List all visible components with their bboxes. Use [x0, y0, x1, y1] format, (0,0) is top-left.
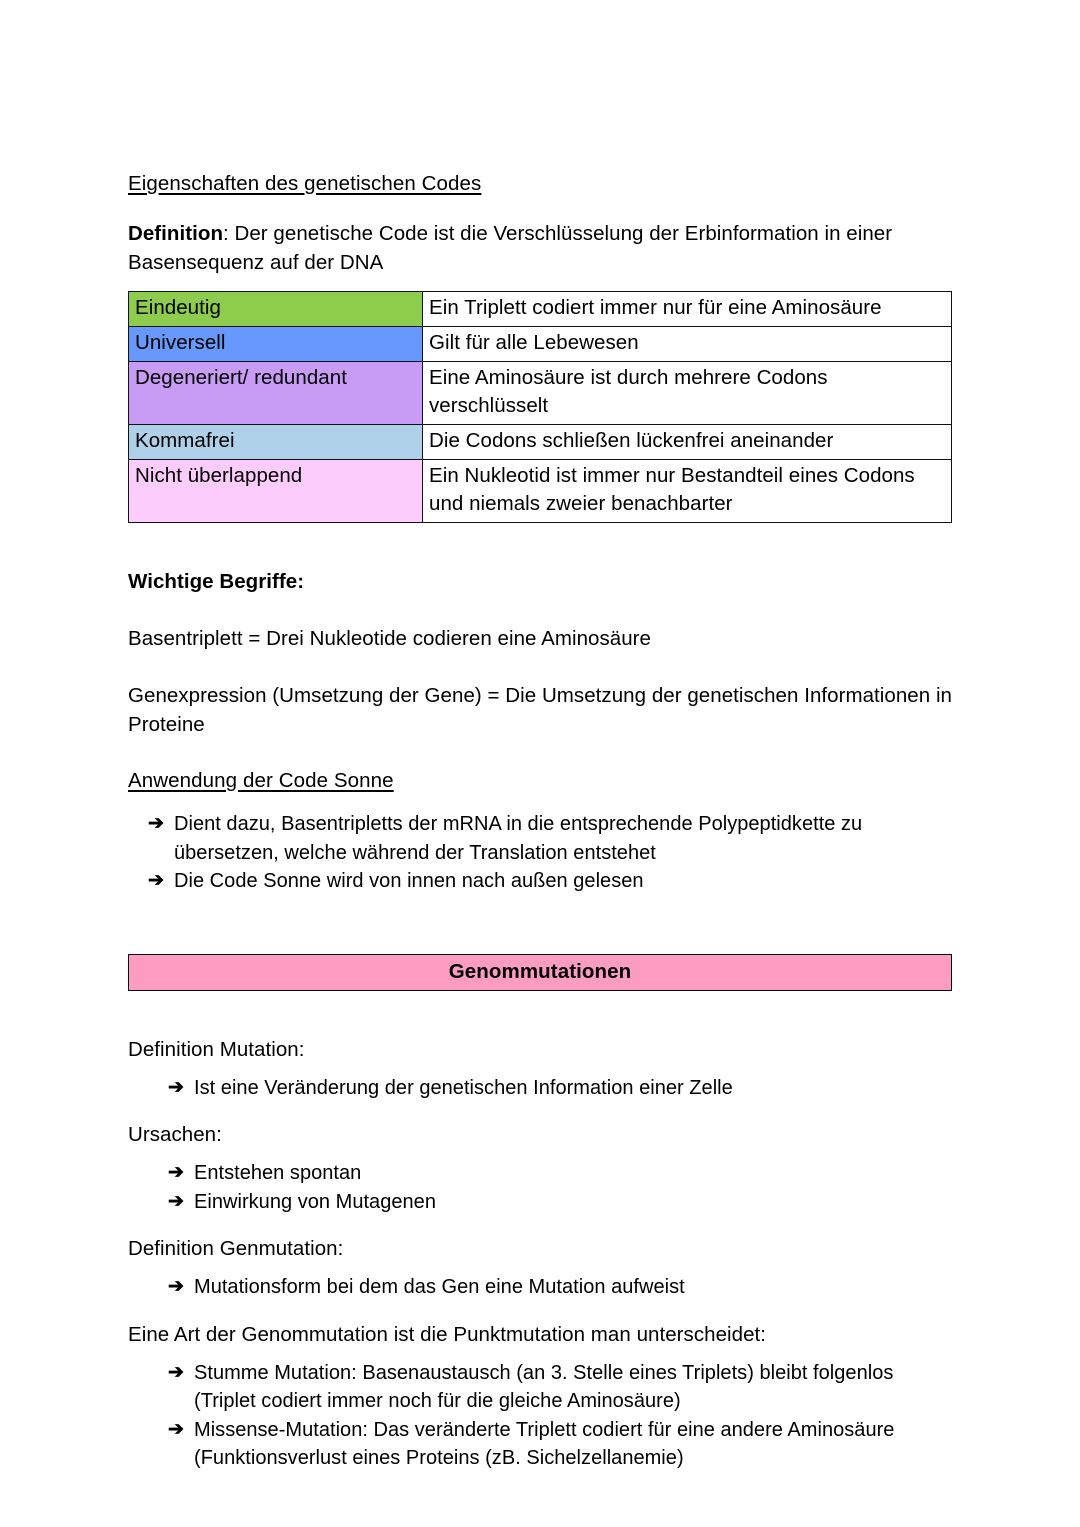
list-item: [128, 1273, 952, 1302]
anwendung-list: [128, 810, 952, 896]
arrow-right-icon: ➔: [148, 813, 164, 834]
code-properties-table: [128, 291, 952, 523]
table-cell-desc: Die Codons schließen lückenfrei aneinander: [423, 425, 952, 460]
document-content: [128, 170, 952, 1473]
spacer: [128, 667, 952, 681]
list-item: [128, 1416, 952, 1473]
spacer: [128, 896, 952, 954]
list-item-label: Dient dazu, Basentripletts der mRNA in die entsprechende Polypeptidkette zu übersetzen, welche während der Translation entstehet: [174, 813, 863, 864]
table-cell-desc: Ein Nukleotid ist immer nur Bestandteil eines Codons und niemals zweier benachbarter: [423, 460, 952, 523]
list-item-label: Einwirkung von Mutagenen: [194, 1190, 436, 1213]
arrow-right-icon: ➔: [168, 1162, 184, 1183]
list-item: [128, 1159, 952, 1188]
table-cell-desc: Eine Aminosäure ist durch mehrere Codons verschlüsselt: [423, 362, 952, 425]
list-item: [128, 867, 952, 896]
table-row: [129, 327, 952, 362]
table-row: [129, 292, 952, 327]
definition-mutation-list: [128, 1074, 952, 1103]
table-cell-label: Eindeutig: [129, 292, 423, 327]
ursachen-heading: Ursachen:: [128, 1123, 222, 1146]
list-item-label: Die Code Sonne wird von innen nach außen gelesen: [174, 870, 644, 892]
spacer: [128, 1102, 952, 1120]
table-cell-label: Degeneriert/ redundant: [129, 362, 423, 425]
banner-title: Genommutationen: [448, 959, 632, 983]
table-row: [129, 425, 952, 460]
basentriplett-paragraph: Basentriplett = Drei Nukleotide codieren eine Aminosäure: [128, 627, 651, 650]
list-item-label: Missense-Mutation: Das veränderte Triplett codiert für eine andere Aminosäure (Funktionsverlust eines Proteins (zB. Sichelzellanemie): [194, 1418, 895, 1469]
spacer: [128, 523, 952, 567]
definition-paragraph: [128, 219, 952, 277]
definition-label: Definition: [128, 222, 224, 245]
spacer: [128, 753, 952, 767]
arrow-right-icon: ➔: [168, 1190, 184, 1212]
arrow-right-icon: ➔: [168, 1076, 184, 1098]
list-item: [128, 1074, 952, 1103]
definition-genmutation-heading: Definition Genmutation:: [128, 1237, 344, 1260]
wichtige-begriffe-heading: Wichtige Begriffe:: [128, 570, 305, 593]
definition-text: : Der genetische Code ist die Verschlüsselung der Erbinformation in einer Basensequenz auf der DNA: [128, 222, 893, 274]
arrow-right-icon: ➔: [168, 1276, 184, 1297]
arrow-right-icon: ➔: [148, 870, 164, 891]
spacer: [128, 1216, 952, 1234]
arrow-right-icon: ➔: [168, 1361, 184, 1383]
table-cell-label: Universell: [129, 327, 423, 362]
table-cell-desc: Gilt für alle Lebewesen: [423, 327, 952, 362]
arrow-right-icon: ➔: [168, 1418, 184, 1440]
list-item-label: Ist eine Veränderung der genetischen Information einer Zelle: [194, 1076, 733, 1099]
table-row: [129, 362, 952, 425]
spacer: [128, 610, 952, 624]
genommutationen-banner: [128, 954, 952, 991]
spacer: [128, 991, 952, 1035]
definition-genmutation-list: [128, 1273, 952, 1302]
list-item: [128, 1188, 952, 1217]
definition-mutation-heading: Definition Mutation:: [128, 1037, 305, 1061]
list-item: [128, 810, 952, 867]
ursachen-list: [128, 1159, 952, 1216]
spacer: [128, 1302, 952, 1320]
table-cell-desc: Ein Triplett codiert immer nur für eine Aminosäure: [423, 292, 952, 327]
genexpression-paragraph: Genexpression (Umsetzung der Gene) = Die Umsetzung der genetischen Informationen in Proteine: [128, 684, 953, 736]
list-item-label: Mutationsform bei dem das Gen eine Mutation aufweist: [194, 1276, 685, 1298]
list-item-label: Stumme Mutation: Basenaustausch (an 3. Stelle eines Triplets) bleibt folgenlos (Triplet codiert immer noch für die gleiche Aminosäure): [194, 1361, 894, 1412]
anwendung-code-sonne-heading: Anwendung der Code Sonne: [128, 769, 394, 792]
table-cell-label: Nicht überlappend: [129, 460, 423, 523]
list-item-label: Entstehen spontan: [194, 1162, 362, 1184]
table-row: [129, 460, 952, 523]
table-cell-label: Kommafrei: [129, 425, 423, 460]
punktmutation-paragraph: Eine Art der Genommutation ist die Punktmutation man unterscheidet:: [128, 1322, 767, 1346]
section-heading-genetischer-code: Eigenschaften des genetischen Codes: [128, 172, 482, 195]
list-item: [128, 1359, 952, 1416]
punktmutation-list: [128, 1359, 952, 1473]
